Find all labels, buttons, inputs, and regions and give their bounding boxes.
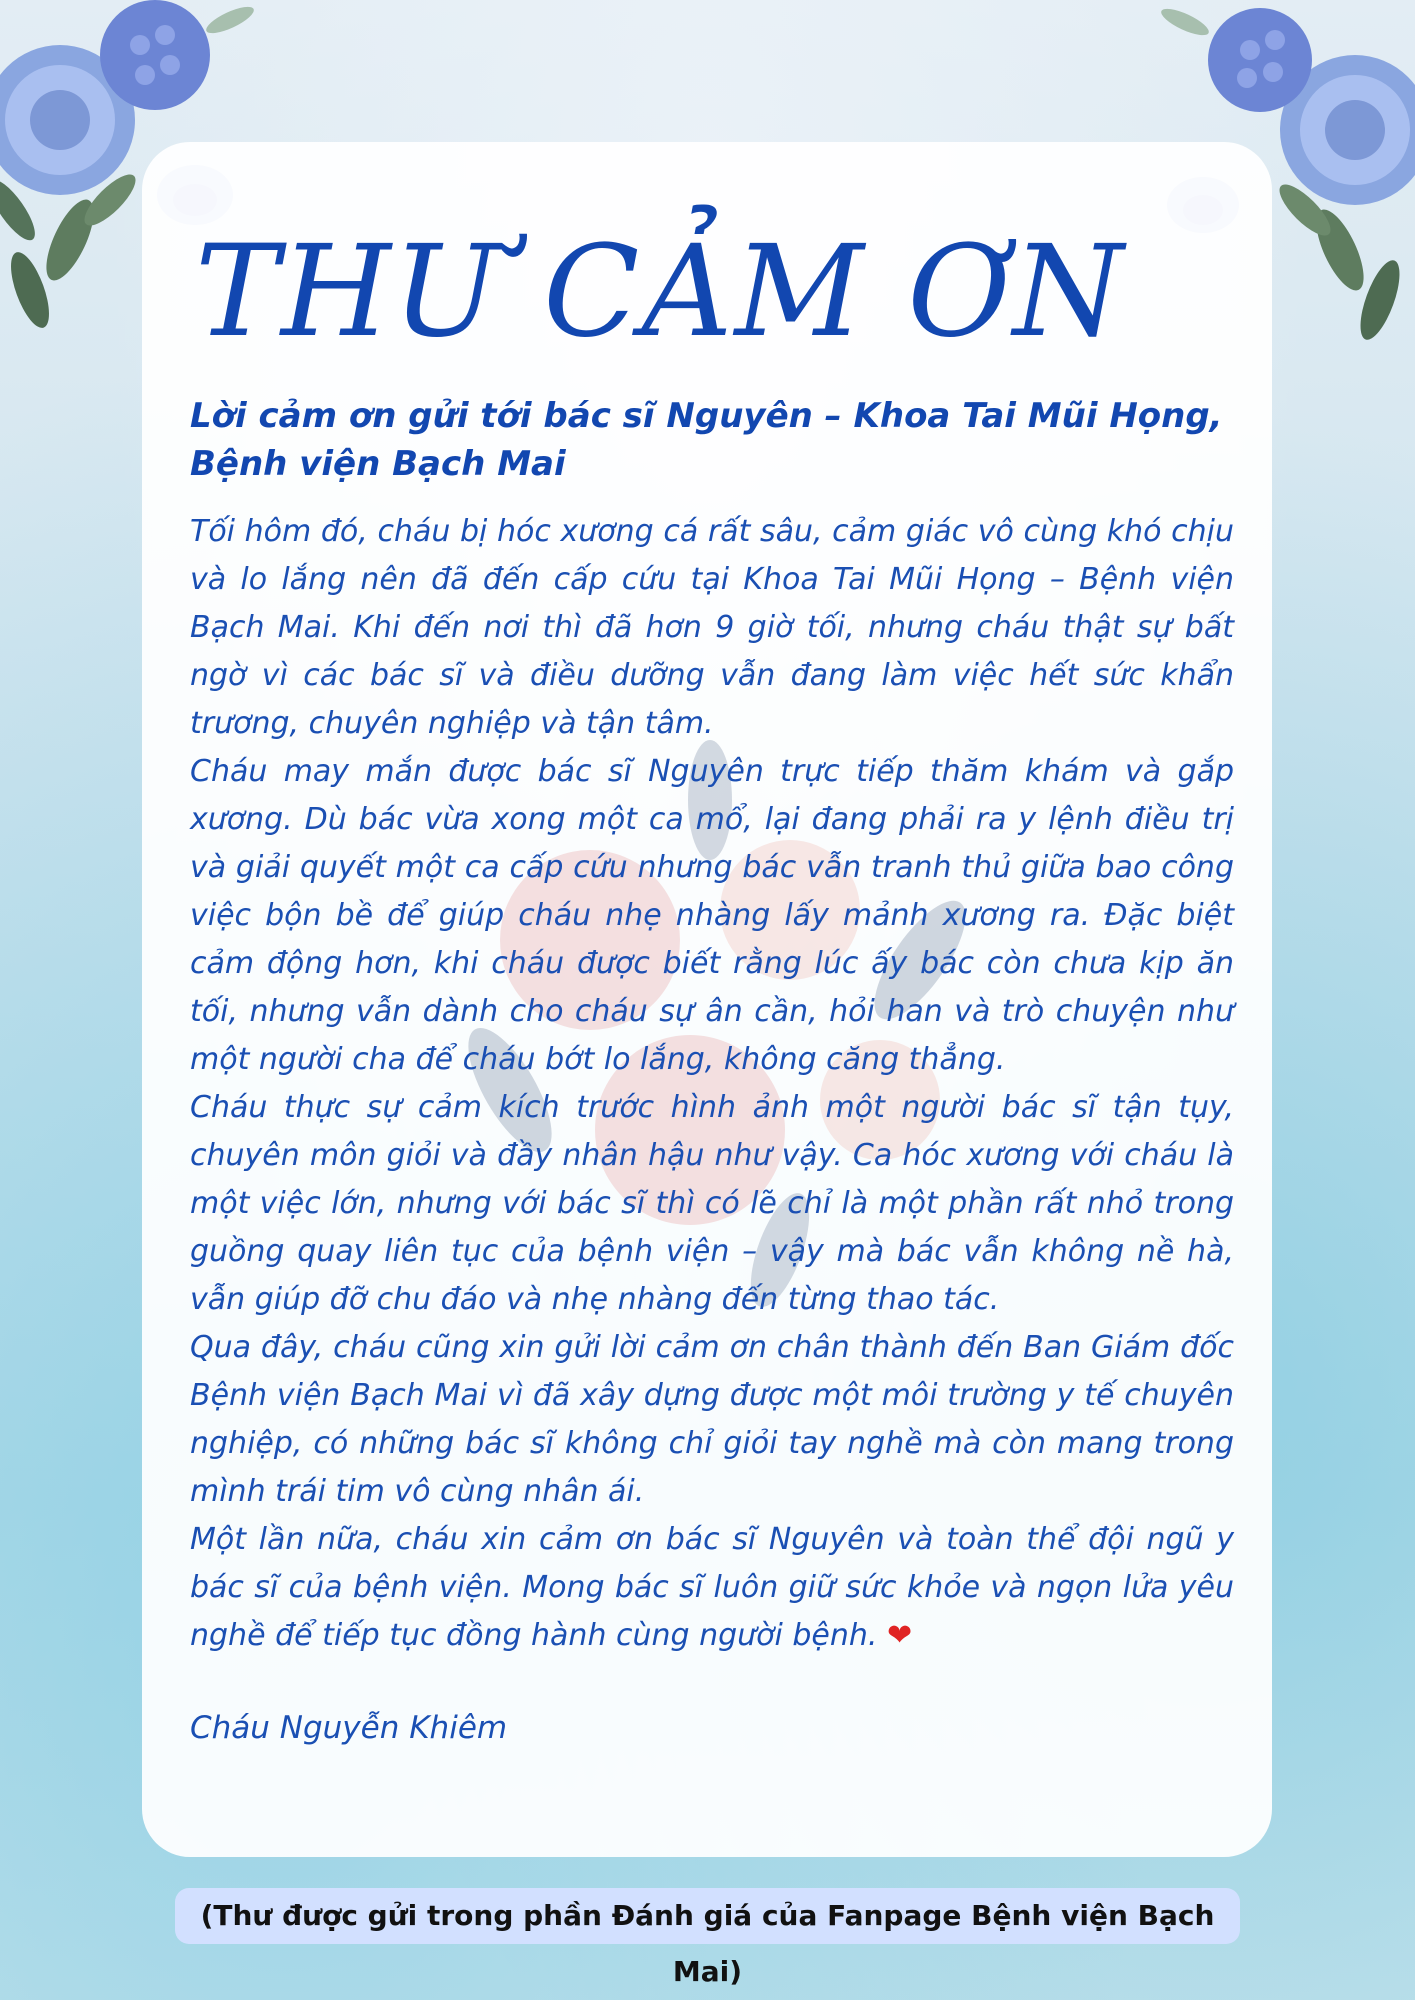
paragraph-3: Cháu thực sự cảm kích trước hình ảnh một người bác sĩ tận tụy, chuyên môn giỏi và đầy nhân hậu như vậy. Ca hóc xương với cháu là một việc lớn, nhưng với bác sĩ thì có lẽ chỉ là một phần rất nhỏ trong guồng quay liên tục của bệnh viện – vậy mà bác vẫn không nề hà, vẫn giúp đỡ chu đáo và nhẹ nhàng đến từng thao tác. (190, 1090, 1234, 1317)
letter-subtitle: Lời cảm ơn gửi tới bác sĩ Nguyên – Khoa Tai Mũi Họng, Bệnh viện Bạch Mai (190, 396, 1223, 484)
paragraph-4: Qua đây, cháu cũng xin gửi lời cảm ơn chân thành đến Ban Giám đốc Bệnh viện Bạch Mai vì đã xây dựng được một môi trường y tế chuyên nghiệp, có những bác sĩ không chỉ giỏi tay nghề mà còn mang trong mình trái tim vô cùng nhân ái. (190, 1330, 1234, 1509)
paragraph-5 (190, 1516, 1234, 1660)
paragraph-2: Cháu may mắn được bác sĩ Nguyên trực tiếp thăm khám và gắp xương. Dù bác vừa xong một ca mổ, lại đang phải ra y lệnh điều trị và giải quyết một ca cấp cứu nhưng bác vẫn tranh thủ giữa bao công việc bộn bề để giúp cháu nhẹ nhàng lấy mảnh xương ra. Đặc biệt cảm động hơn, khi cháu được biết rằng lúc ấy bác còn chưa kịp ăn tối, nhưng vẫn dành cho cháu sự ân cần, hỏi han và trò chuyện như một người cha để cháu bớt lo lắng, không căng thẳng. (190, 754, 1234, 1077)
heart-icon: ❤ (887, 1618, 913, 1653)
paragraph-5-text: Một lần nữa, cháu xin cảm ơn bác sĩ Nguyên và toàn thể đội ngũ y bác sĩ của bệnh viện. Mong bác sĩ luôn giữ sức khỏe và ngọn lửa yêu nghề để tiếp tục đồng hành cùng người bệnh. (190, 1522, 1234, 1653)
letter-title: THƯ CẢM ƠN (195, 218, 1126, 365)
letter-body (190, 508, 1234, 1660)
paragraph-1: Tối hôm đó, cháu bị hóc xương cá rất sâu, cảm giác vô cùng khó chịu và lo lắng nên đã đến cấp cứu tại Khoa Tai Mũi Họng – Bệnh viện Bạch Mai. Khi đến nơi thì đã hơn 9 giờ tối, nhưng cháu thật sự bất ngờ vì các bác sĩ và điều dưỡng vẫn đang làm việc hết sức khẩn trương, chuyên nghiệp và tận tâm. (190, 514, 1234, 741)
footer-note: (Thư được gửi trong phần Đánh giá của Fanpage Bệnh viện Bạch Mai) (175, 1888, 1240, 1944)
signature: Cháu Nguyễn Khiêm (190, 1710, 508, 1746)
